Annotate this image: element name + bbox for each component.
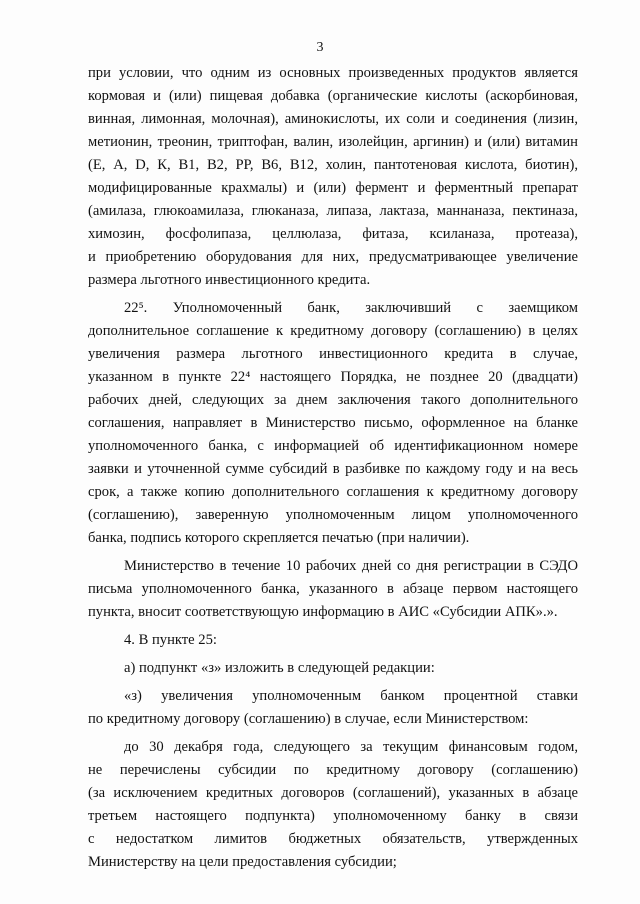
text-line: 4. В пункте 25: <box>124 632 217 648</box>
text-line: рабочих дней, следующих за днем заключения такого дополнительного <box>88 392 578 408</box>
text-line: (амилаза, глюкоамилаза, глюканаза, липаза, лактаза, маннаназа, пектиназа, <box>88 203 578 219</box>
text-line: дополнительное соглашение к кредитному договору (соглашению) в целях <box>88 323 578 339</box>
text-line: с недостатком лимитов бюджетных обязательств, утвержденных <box>88 831 578 847</box>
text-line: по кредитному договору (соглашению) в случае, если Министерством: <box>88 711 529 727</box>
page-number: 3 <box>316 40 324 55</box>
paragraph-gap <box>88 874 578 879</box>
text-line: Министерство в течение 10 рабочих дней со дня регистрации в СЭДО <box>124 558 578 574</box>
text-line: модифицированные крахмалы) и (или) фермент и ферментный препарат <box>88 180 578 196</box>
text-line: кормовая и (или) пищевая добавка (органические кислоты (аскорбиновая, <box>88 88 578 104</box>
text-line: заявки и уточненной сумме субсидий в разбивке по каждому году и на весь <box>88 461 578 477</box>
text-line: метионин, треонин, триптофан, валин, изолейцин, аргинин) и (или) витамин <box>88 134 578 150</box>
text-line: срок, а также копию дополнительного соглашения к кредитному договору <box>88 484 578 500</box>
text-line: письма уполномоченного банка, указанного в абзаце первом настоящего <box>88 581 578 597</box>
text-line: и приобретению оборудования для них, предусматривающее увеличение <box>88 249 578 265</box>
text-line: до 30 декабря года, следующего за текущим финансовым годом, <box>124 739 578 755</box>
text-line: увеличения размера льготного инвестиционного кредита в случае, <box>88 346 578 362</box>
text-line: химозин, фосфолипаза, целлюлаза, фитаза, ксиланаза, протеаза), <box>88 226 578 242</box>
text-line: Министерству на цели предоставления субсидии; <box>88 854 397 870</box>
text-line: при условии, что одним из основных произведенных продуктов является <box>88 65 578 81</box>
text-line: уполномоченного банка, с информацией об идентификационном номере <box>88 438 578 454</box>
document-body <box>88 62 578 879</box>
text-line: указанном в пункте 22⁴ настоящего Порядка, не позднее 20 (двадцати) <box>88 369 578 385</box>
text-line: «з) увеличения уполномоченным банком процентной ставки <box>124 688 578 704</box>
text-line: а) подпункт «з» изложить в следующей редакции: <box>124 660 435 676</box>
text-line: банка, подпись которого скрепляется печатью (при наличии). <box>88 530 470 546</box>
text-line: 22⁵. Уполномоченный банк, заключивший с заемщиком <box>124 300 578 316</box>
text-line: (Е, А, D, К, В1, В2, РР, В6, В12, холин, пантотеновая кислота, биотин), <box>88 157 578 173</box>
text-line: (за исключением кредитных договоров (соглашений), указанных в абзаце <box>88 785 578 801</box>
text-line: соглашения, направляет в Министерство письмо, оформленное на бланке <box>88 415 578 431</box>
text-line: пункта, вносит соответствующую информацию в АИС «Субсидии АПК».». <box>88 604 558 620</box>
text-line: винная, лимонная, молочная), аминокислоты, их соли и соединения (лизин, <box>88 111 578 127</box>
text-line: (соглашению), заверенную уполномоченным лицом уполномоченного <box>88 507 578 523</box>
text-line: третьем настоящего подпункта) уполномоченному банку в связи <box>88 808 578 824</box>
text-line: размера льготного инвестиционного кредита. <box>88 272 371 288</box>
text-line: не перечислены субсидии по кредитному договору (соглашению) <box>88 762 578 778</box>
